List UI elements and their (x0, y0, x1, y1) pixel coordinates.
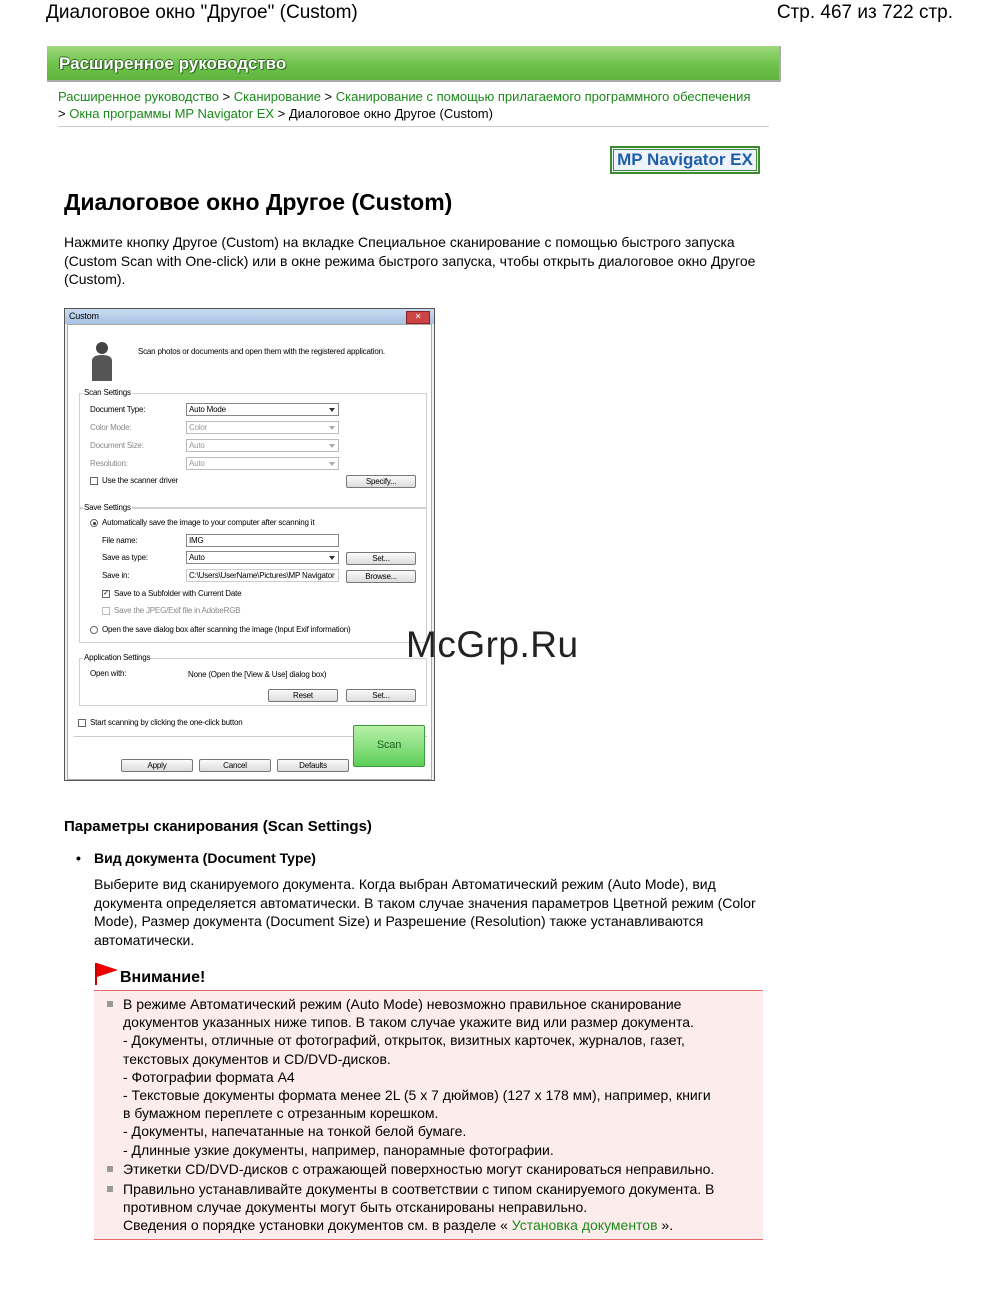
dialog-description: Scan photos or documents and open them with the registered application. (138, 347, 385, 356)
adobergb-checkbox[interactable] (102, 607, 110, 615)
note-line: В режиме Автоматический режим (Auto Mode) невозможно правильное сканирование (123, 996, 682, 1012)
browse-button[interactable]: Browse... (346, 570, 416, 583)
open-dialog-label: Open the save dialog box after scanning the image (Input Exif information) (102, 625, 351, 634)
note-line: - Длинные узкие документы, например, панорамные фотографии. (123, 1141, 554, 1158)
breadcrumb-separator: > (320, 89, 336, 104)
open-with-label: Open with: (90, 669, 127, 678)
chevron-down-icon (329, 444, 335, 448)
bullet-paragraph: Выберите вид сканируемого документа. Когда выбран Автоматический режим (Auto Mode), вид документа определяется автоматически. В таком случае значения параметров Цветной режим (Color Mode), Размер документа (Document Size) и Разрешение (Resolution) также устанавливаются автоматически. (94, 876, 756, 948)
close-icon[interactable]: ✕ (406, 311, 430, 324)
file-name-input[interactable]: IMG (186, 534, 339, 547)
one-click-checkbox[interactable] (78, 719, 86, 727)
custom-dialog-screenshot (64, 308, 435, 781)
document-size-label: Document Size: (90, 441, 144, 450)
attention-box (94, 990, 763, 1240)
dialog-body (67, 324, 432, 780)
auto-save-label: Automatically save the image to your computer after scanning it (102, 518, 315, 527)
apply-button[interactable]: Apply (121, 759, 193, 772)
chevron-down-icon (329, 408, 335, 412)
subfolder-checkbox[interactable]: ✓ (103, 590, 109, 597)
document-placement-link[interactable]: Установка документов (511, 1217, 658, 1234)
dialog-titlebar (65, 309, 434, 324)
note-line: - Фотографии формата A4 (123, 1068, 295, 1085)
attention-item (123, 1160, 759, 1178)
note-line: противном случае документы могут быть отсканированы неправильно. (123, 1199, 588, 1216)
save-in-label: Save in: (102, 571, 130, 580)
note-ref-prefix: Сведения о порядке установки документов см. в разделе « (123, 1217, 512, 1234)
breadcrumb-link-scanning[interactable]: Сканирование (233, 89, 321, 104)
breadcrumb-link-navigator-windows[interactable]: Окна программы MP Navigator EX (69, 106, 275, 121)
page-counter: Стр. 467 из 722 стр. (776, 2, 953, 23)
note-line: - Документы, отличные от фотографий, открыток, визитных карточек, журналов, газет, (123, 1032, 685, 1049)
note-line: в бумажном переплете с отрезанным корешком. (123, 1105, 439, 1122)
breadcrumb-current: Диалоговое окно Другое (Custom) (288, 106, 493, 121)
cancel-button[interactable]: Cancel (199, 759, 271, 772)
breadcrumb (58, 88, 758, 122)
use-driver-label: Use the scanner driver (102, 476, 179, 485)
resolution-select[interactable]: Auto (186, 457, 339, 470)
attention-item (123, 995, 759, 1159)
breadcrumb-separator: > (218, 89, 234, 104)
document-type-label: Document Type: (90, 405, 146, 414)
save-as-type-select[interactable]: Auto (186, 551, 339, 564)
chevron-down-icon (329, 556, 335, 560)
intro-paragraph: Нажмите кнопку Другое (Custom) на вкладке Специальное сканирование с помощью быстрого запуска (Custom Scan with One-click) или в окне режима быстрого запуска, чтобы открыть диалоговое окно Другое (Custom). (64, 234, 756, 287)
app-set-button[interactable]: Set... (346, 689, 416, 702)
note-line: - Документы, напечатанные на тонкой белой бумаге. (123, 1123, 467, 1140)
person-icon (90, 341, 114, 381)
attention-item (123, 1180, 759, 1235)
breadcrumb-link-software-scanning[interactable]: Сканирование с помощью прилагаемого программного обеспечения (335, 89, 751, 104)
bullet-heading-text: Вид документа (Document Type) (94, 850, 316, 866)
section-heading: Параметры сканирования (Scan Settings) (64, 818, 372, 835)
product-logo (610, 146, 760, 174)
breadcrumb-separator: > (58, 106, 70, 121)
chevron-down-icon (329, 462, 335, 466)
chevron-down-icon (329, 426, 335, 430)
page-title: Диалоговое окно Другое (Custom) (64, 189, 453, 215)
use-driver-checkbox[interactable] (90, 477, 98, 485)
specify-button[interactable]: Specify... (346, 475, 416, 488)
divider (58, 126, 769, 127)
attention-title: Внимание! (120, 969, 206, 986)
note-line: Этикетки CD/DVD-дисков с отражающей поверхностью могут сканироваться неправильно. (123, 1161, 715, 1177)
document-title: Диалоговое окно "Другое" (Custom) (46, 2, 358, 23)
one-click-label: Start scanning by clicking the one-click button (90, 718, 243, 727)
note-ref-suffix: ». (657, 1217, 674, 1234)
app-settings-label: Application Settings (84, 653, 151, 662)
note-line: Правильно устанавливайте документы в соответствии с типом сканируемого документа. В (123, 1181, 715, 1197)
note-reference-line (123, 1216, 759, 1234)
logo-text: MP Navigator EX (613, 149, 757, 171)
note-line: документов указанных ниже типов. В таком случае укажите вид или размер документа. (123, 1014, 694, 1031)
note-line: текстовых документов и CD/DVD-дисков. (123, 1050, 391, 1067)
red-flag-icon (94, 962, 118, 986)
file-name-label: File name: (102, 536, 138, 545)
auto-save-radio[interactable] (90, 519, 98, 527)
banner-label: Расширенное руководство (59, 54, 287, 73)
watermark: McGrp.Ru (406, 624, 579, 665)
color-mode-select[interactable]: Color (186, 421, 339, 434)
resolution-label: Resolution: (90, 459, 128, 468)
save-settings-label: Save Settings (84, 503, 131, 512)
adobergb-label: Save the JPEG/Exif file in AdobeRGB (114, 606, 241, 615)
color-mode-label: Color Mode: (90, 423, 132, 432)
attention-note (94, 962, 763, 1240)
section-banner (47, 46, 781, 82)
document-size-select[interactable]: Auto (186, 439, 339, 452)
defaults-button[interactable]: Defaults (277, 759, 349, 772)
subfolder-label: Save to a Subfolder with Current Date (114, 589, 242, 598)
document-type-select[interactable]: Auto Mode (186, 403, 339, 416)
reset-button[interactable]: Reset (268, 689, 338, 702)
scan-settings-label: Scan Settings (84, 388, 131, 397)
save-in-field[interactable]: C:\Users\UserName\Pictures\MP Navigator (186, 569, 339, 582)
scan-button[interactable]: Scan (353, 725, 425, 767)
bullet-heading (76, 850, 316, 866)
open-dialog-radio[interactable] (90, 626, 98, 634)
note-line: - Текстовые документы формата менее 2L (5 x 7 дюймов) (127 x 178 мм), например, книги (123, 1087, 711, 1104)
breadcrumb-separator: > (274, 106, 289, 121)
save-type-set-button[interactable]: Set... (346, 552, 416, 565)
save-as-type-label: Save as type: (102, 553, 148, 562)
breadcrumb-link-guide[interactable]: Расширенное руководство (58, 89, 219, 104)
open-with-value: None (Open the [View & Use] dialog box) (188, 670, 327, 679)
dialog-title: Custom (69, 311, 99, 321)
